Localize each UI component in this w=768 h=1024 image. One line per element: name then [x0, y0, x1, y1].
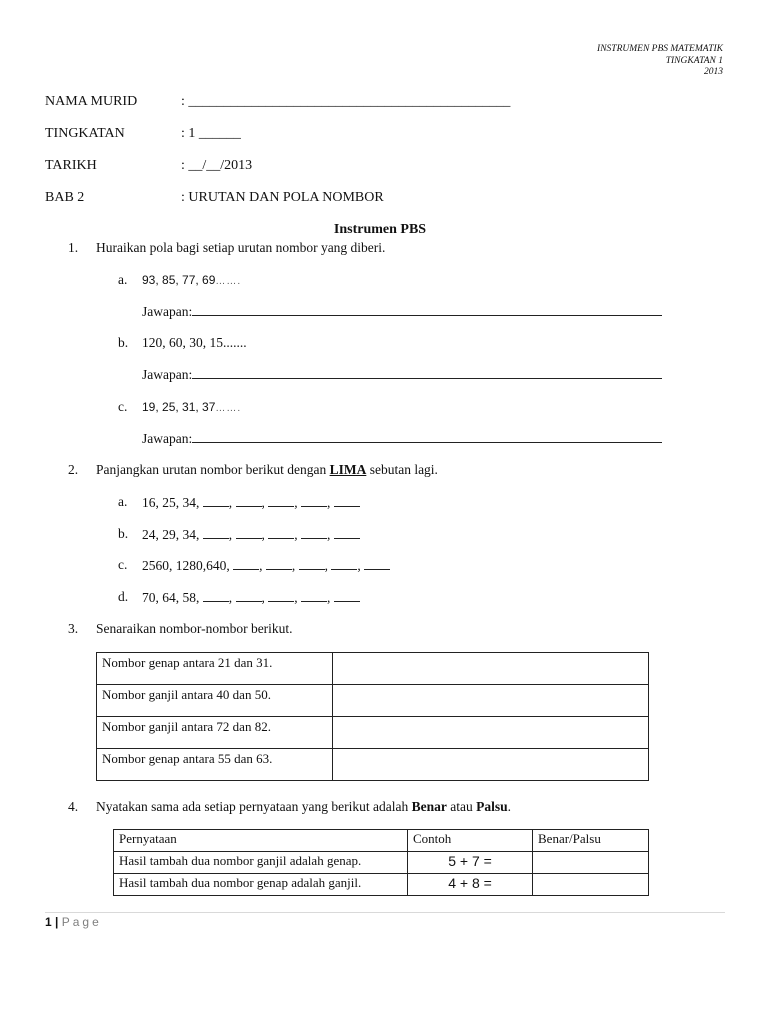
table-row: [97, 749, 649, 781]
blank-5[interactable]: [334, 589, 360, 602]
item-sequence: 16, 25, 34,: [142, 495, 200, 510]
item-sequence: 70, 64, 58,: [142, 590, 200, 605]
page-word: Page: [61, 915, 102, 929]
table-row: [97, 717, 649, 749]
item-letter: c.: [118, 557, 128, 572]
table-row: [97, 685, 649, 717]
header-example: Contoh: [408, 830, 533, 852]
table-header-row: [114, 830, 649, 852]
emphasis-palsu: Palsu: [476, 799, 508, 814]
blank-5[interactable]: [334, 526, 360, 539]
header-statement: Pernyataan: [114, 830, 408, 852]
q1-answer-a: [0, 303, 768, 323]
item-letter: a.: [118, 272, 128, 287]
statement-cell: Hasil tambah dua nombor genap adalah ganjil.: [114, 874, 408, 896]
info-value: : URUTAN DAN POLA NOMBOR: [181, 190, 384, 205]
header-subject: INSTRUMEN PBS MATEMATIK: [597, 44, 723, 54]
emphasis-word: LIMA: [329, 462, 367, 477]
blank-5[interactable]: [334, 494, 360, 507]
item-letter: a.: [118, 494, 128, 509]
blank-3[interactable]: [268, 589, 294, 602]
page-title: Instrumen PBS: [333, 222, 427, 237]
question-3: [0, 621, 768, 641]
table-cell-answer[interactable]: [333, 749, 649, 781]
q2-item-a: a. 16, 25, 34, , , , ,: [0, 494, 768, 514]
item-sequence: 2560, 1280,640,: [142, 558, 230, 573]
q2-item-c: c. 2560, 1280,640, , , , ,: [0, 557, 768, 577]
info-label: NAMA MURID: [45, 94, 138, 109]
footer-divider: [45, 912, 725, 913]
item-sequence: 24, 29, 34,: [142, 527, 200, 542]
example-cell: 5 + 7 =: [408, 852, 533, 874]
table-cell-answer[interactable]: [333, 717, 649, 749]
q2-item-d: d. 70, 64, 58, , , , ,: [0, 589, 768, 609]
question-text: Panjangkan urutan nombor berikut dengan LIMA sebutan lagi.: [96, 462, 438, 477]
table-cell-label: Nombor genap antara 21 dan 31.: [97, 653, 333, 685]
info-value: : ______________________________________________: [181, 94, 511, 109]
blank-1[interactable]: [203, 589, 229, 602]
answer-label: Jawapan:: [142, 431, 193, 446]
table-cell-answer[interactable]: [333, 653, 649, 685]
blank-4[interactable]: [301, 526, 327, 539]
blank-2[interactable]: [236, 526, 262, 539]
page-number: 1: [45, 915, 52, 929]
header-year: 2013: [704, 67, 723, 77]
blank-2[interactable]: [236, 494, 262, 507]
blank-3[interactable]: [268, 494, 294, 507]
blank-4[interactable]: [331, 557, 357, 570]
answer-line[interactable]: [192, 303, 662, 316]
q4-table: [113, 829, 649, 896]
page-footer: [45, 915, 102, 929]
info-label: TINGKATAN: [45, 126, 125, 141]
table-row: [114, 852, 649, 874]
blank-1[interactable]: [203, 526, 229, 539]
question-text: Nyatakan sama ada setiap pernyataan yang berikut adalah Benar atau Palsu.: [96, 799, 511, 814]
answer-cell[interactable]: [533, 874, 649, 896]
q1-item-c: [0, 399, 768, 419]
question-number: 1.: [68, 240, 79, 255]
question-text: Senaraikan nombor-nombor berikut.: [96, 621, 293, 636]
header-form: TINGKATAN 1: [665, 55, 723, 66]
answer-label: Jawapan:: [142, 367, 193, 382]
example-cell: 4 + 8 =: [408, 874, 533, 896]
question-2: [0, 462, 768, 482]
blank-3[interactable]: [299, 557, 325, 570]
question-number: 2.: [68, 462, 79, 477]
question-4: [0, 799, 768, 819]
item-sequence: 120, 60, 30, 15.......: [142, 335, 247, 350]
q1-item-b: [0, 335, 768, 355]
blank-1[interactable]: [233, 557, 259, 570]
emphasis-benar: Benar: [411, 799, 447, 814]
question-number: 3.: [68, 621, 79, 636]
table-cell-label: Nombor genap antara 55 dan 63.: [97, 749, 333, 781]
item-letter: b.: [118, 335, 129, 350]
table-cell-label: Nombor ganjil antara 72 dan 82.: [97, 717, 333, 749]
table-row: [114, 874, 649, 896]
answer-label: Jawapan:: [142, 304, 193, 319]
info-label: TARIKH: [45, 158, 97, 173]
document-header: [597, 44, 723, 79]
blank-2[interactable]: [266, 557, 292, 570]
question-1: [0, 240, 768, 260]
info-value: : __/__/2013: [181, 158, 253, 173]
blank-5[interactable]: [364, 557, 390, 570]
question-number: 4.: [68, 799, 79, 814]
blank-4[interactable]: [301, 589, 327, 602]
header-true-false: Benar/Palsu: [533, 830, 649, 852]
q2-item-b: b. 24, 29, 34, , , , ,: [0, 526, 768, 546]
blank-1[interactable]: [203, 494, 229, 507]
item-sequence: 19, 25, 31, 37…….: [142, 400, 242, 414]
blank-4[interactable]: [301, 494, 327, 507]
page-separator: |: [55, 915, 59, 929]
item-sequence: 93, 85, 77, 69…….: [142, 273, 242, 287]
item-letter: c.: [118, 399, 128, 414]
q1-answer-c: [0, 430, 768, 450]
info-value: : 1 ______: [181, 126, 241, 141]
q3-table: [96, 652, 649, 781]
info-label: BAB 2: [45, 190, 85, 205]
q1-answer-b: [0, 366, 768, 386]
table-cell-label: Nombor ganjil antara 40 dan 50.: [97, 685, 333, 717]
q1-item-a: [0, 272, 768, 292]
item-letter: d.: [118, 589, 129, 604]
item-letter: b.: [118, 526, 129, 541]
answer-line[interactable]: [192, 366, 662, 379]
table-row: [97, 653, 649, 685]
blank-2[interactable]: [236, 589, 262, 602]
answer-cell[interactable]: [533, 852, 649, 874]
question-text: Huraikan pola bagi setiap urutan nombor yang diberi.: [96, 240, 386, 255]
answer-line[interactable]: [192, 430, 662, 443]
statement-cell: Hasil tambah dua nombor ganjil adalah genap.: [114, 852, 408, 874]
blank-3[interactable]: [268, 526, 294, 539]
table-cell-answer[interactable]: [333, 685, 649, 717]
